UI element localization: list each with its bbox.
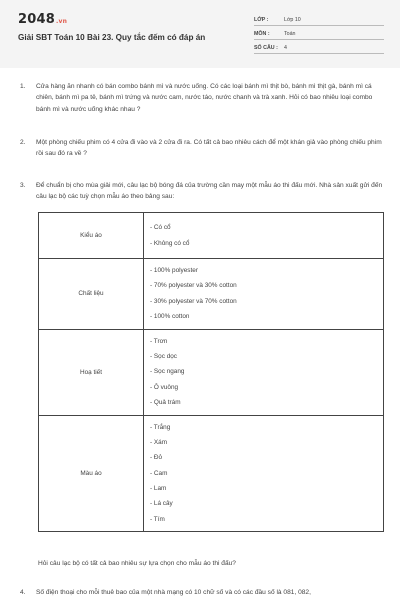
row-values [144,329,384,415]
option-value: - Xám [150,438,168,446]
option-value: - Trắng [150,423,171,431]
page-header [0,0,400,68]
meta-divider [254,53,384,54]
row-label: Màu áo [39,415,144,532]
meta-subject [254,29,384,40]
question-text: Cửa hàng ăn nhanh có bán combo bánh mì và nước uống. Có các loại bánh mì thịt bò, bánh mì thịt gà, bánh mì cá chiên, bánh mì pa tê, bánh mì trứng và nước cam, nước táo, nước chanh và trà xanh. Hỏi có bao nhiêu loại combo bánh mì và nước uống khác nhau ? [36,83,373,113]
document-title: Giải SBT Toán 10 Bài 23. Quy tắc đếm có đáp án [18,33,206,42]
meta-count-value: 4 [284,45,287,51]
option-value: - Lam [150,485,167,493]
question-number: 1. [20,83,26,90]
option-value: - Sọc ngang [150,368,185,376]
logo-suffix: .vn [55,18,68,25]
option-value: - Đỏ [150,454,163,462]
question-text: Một phòng chiếu phim có 4 cửa đi vào và 2 cửa đi ra. Có tất cả bao nhiêu cách để một khán giả vào phòng chiếu phim rồi sau đó ra về ? [36,139,382,158]
question-4 [20,589,390,596]
option-value: - 100% cotton [150,313,190,321]
option-value: - 70% polyester và 30% cotton [150,282,237,290]
row-label: Kiểu áo [39,213,144,259]
meta-subject-value: Toán [284,31,296,37]
option-value: - Có cổ [150,224,171,232]
question-3-followup: Hỏi câu lạc bộ có tất cả bao nhiêu sự lựa chọn cho mẫu áo thi đấu? [38,560,236,567]
option-value: - 100% polyester [150,267,198,274]
meta-subject-key: MÔN : [254,31,270,37]
question-number: 2. [20,139,26,146]
question-number: 4. [20,589,26,596]
row-values [144,213,384,259]
option-value: - Quả trám [150,399,181,407]
option-value: - Không có cổ [150,239,190,247]
site-logo[interactable] [18,12,67,27]
meta-divider [254,39,384,40]
meta-class [254,15,384,26]
table-row [39,259,384,330]
question-number: 3. [20,182,26,189]
option-value: - Sọc dọc [150,352,177,360]
meta-class-key: LỚP : [254,17,269,23]
row-values [144,415,384,532]
option-value: - Cam [150,469,168,477]
table-row [39,329,384,415]
table-row [39,415,384,532]
row-values [144,259,384,330]
meta-class-value: Lớp 10 [284,17,301,23]
option-value: - Lá cây [150,500,173,508]
logo-number: 2048 [18,12,55,27]
meta-count [254,43,384,54]
option-value: - 30% polyester và 70% cotton [150,297,237,305]
meta-count-key: SỐ CÂU : [254,45,278,51]
option-value: - Trơn [150,337,168,345]
meta-divider [254,25,384,26]
question-text: Số điện thoại cho mỗi thuê bao của một nhà mạng có 10 chữ số và có các đầu số là 081, 082, [36,589,311,596]
option-value: - Ô vuông [150,383,179,391]
question-text: Để chuẩn bị cho mùa giải mới, câu lạc bộ bóng đá của trường cần may một mẫu áo thi đấu mới. Nhà sản xuất gửi đến câu lạc bộ các tuỳ chọn mẫu áo theo bảng sau: [36,182,383,201]
option-value: - Tím [150,515,165,523]
row-label: Chất liệu [39,259,144,330]
row-label: Hoạ tiết [39,329,144,415]
options-table [38,212,384,532]
table-row [39,213,384,259]
